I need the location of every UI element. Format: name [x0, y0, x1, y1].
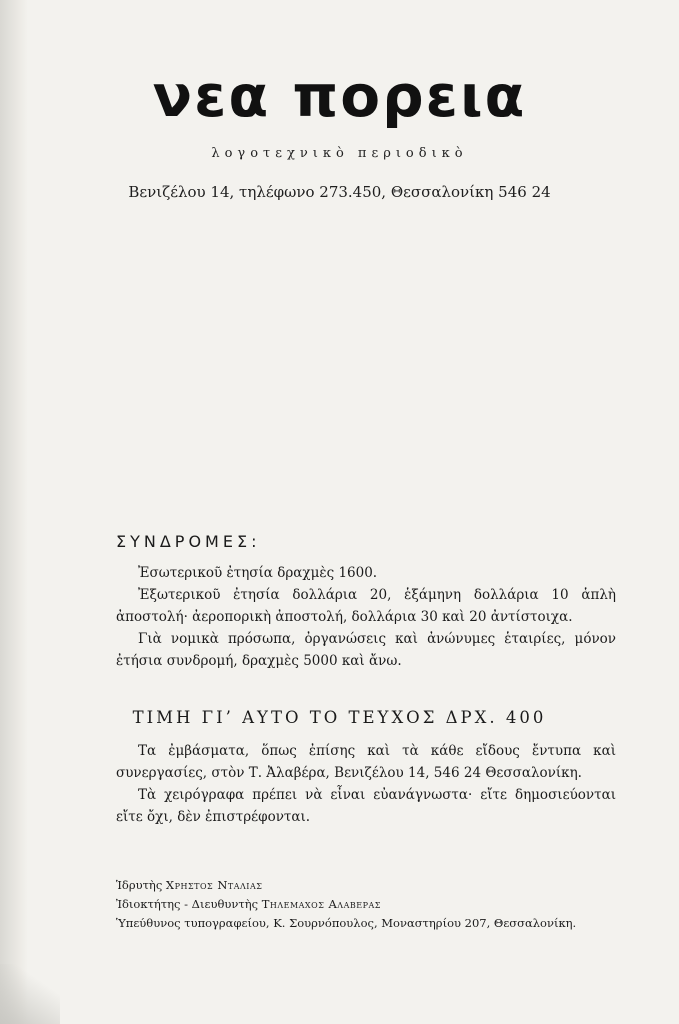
subscription-abroad: Ἐξωτερικοῦ ἐτησία δολλάρια 20, ἑξάμηνη δολλάρια 10 ἁπλὴ ἀποστολή· ἀεροπορικὴ ἀποστολή, δολλάρια 30 καὶ 20 ἀντίστοιχα.: [116, 587, 616, 625]
founder-label: Ἱδρυτὴς: [116, 878, 163, 892]
owner-line: [116, 895, 616, 914]
founder-line: [116, 876, 616, 895]
printer-line: Ὑπεύθυνος τυπογραφείου, Κ. Σουρνόπουλος, Μοναστηρίου 207, Θεσσαλονίκη.: [116, 916, 577, 930]
subscription-domestic: Ἐσωτερικοῦ ἐτησία δραχμὲς 1600.: [138, 565, 378, 581]
magazine-title: νεα πορεια: [152, 62, 527, 130]
subscriptions-heading: ΣΥΝΔΡΟΜΕΣ:: [116, 532, 261, 551]
page-corner-shadow: [0, 964, 60, 1024]
magazine-subtitle: λογοτεχνικὸ περιοδικὸ: [211, 146, 468, 161]
magazine-address: Βενιζέλου 14, τηλέφωνο 273.450, Θεσσαλονίκη 546 24: [128, 183, 551, 201]
owner-label: Ἰδιοκτήτης - Διευθυντὴς: [116, 897, 259, 911]
subscriptions-body: [116, 562, 616, 672]
owner-name: Τηλεμαχος Αλαβερας: [261, 897, 381, 911]
remittance-note: Τα ἐμβάσματα, ὅπως ἐπίσης καὶ τὰ κάθε εἴδους ἔντυπα καὶ συνεργασίες, στὸν Τ. Ἀλαβέρα, Βενιζέλου 14, 546 24 Θεσσαλονίκη.: [116, 743, 616, 781]
manuscripts-note: Τὰ χειρόγραφα πρέπει νὰ εἶναι εὐανάγνωστα· εἴτε δημοσιεύονται εἴτε ὄχι, δὲν ἐπιστρέφονται.: [116, 787, 616, 825]
price-body: [116, 740, 616, 828]
issue-price-heading: ΤΙΜΗ ΓΙ’ ΑΥΤΟ ΤΟ ΤΕΥΧΟΣ ΔΡΧ. 400: [132, 708, 547, 727]
subscription-legal-entities: Γιὰ νομικὰ πρόσωπα, ὀργανώσεις καὶ ἀνώνυμες ἑταιρίες, μόνον ἐτήσια συνδρομή, δραχμὲς 5000 καὶ ἄνω.: [116, 631, 616, 669]
colophon: [116, 876, 616, 933]
founder-name: Χρηστος Ντaλιας: [165, 878, 263, 892]
